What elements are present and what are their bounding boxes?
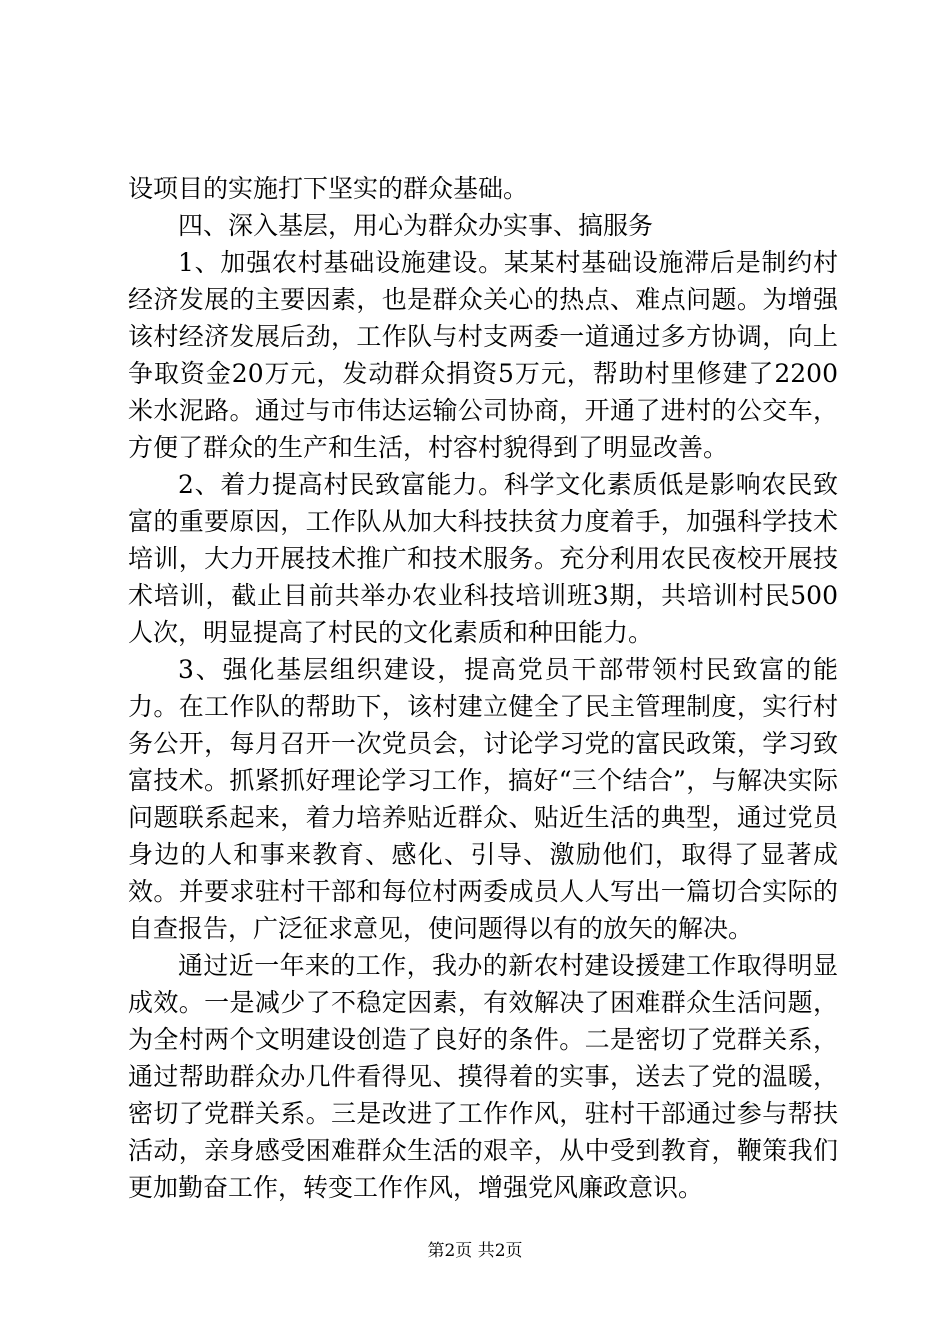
paragraph-continuation: 设项目的实施打下坚实的群众基础。 xyxy=(128,174,529,203)
paragraph-training: 2、着力提高村民致富能力。科学文化素质低是影响农民致富的重要原因，工作队从加大科技扶贫力度着手，加强科学技术培训，大力开展技术推广和技术服务。充分利用农民夜校开展技术培训，截止目前共举办农业科技培训班3期，共培训村民500人次，明显提高了村民的文化素质和种田能力。 xyxy=(128,470,838,647)
document-body xyxy=(128,170,838,1206)
paragraph-organization: 3、强化基层组织建设，提高党员干部带领村民致富的能力。在工作队的帮助下，该村建立健全了民主管理制度，实行村务公开，每月召开一次党员会，讨论学习党的富民政策，学习致富技术。抓紧抓好理论学习工作，搞好“三个结合”，与解决实际问题联系起来，着力培养贴近群众、贴近生活的典型，通过党员身边的人和事来教育、感化、引导、激励他们，取得了显著成效。并要求驻村干部和每位村两委成员人人写出一篇切合实际的自查报告，广泛征求意见，使问题得以有的放矢的解决。 xyxy=(128,655,838,943)
section-heading: 四、深入基层，用心为群众办实事、搞服务 xyxy=(178,211,654,240)
page-footer: 第2页 共2页 xyxy=(427,1241,523,1261)
paragraph-infrastructure: 1、加强农村基础设施建设。某某村基础设施滞后是制约村经济发展的主要因素，也是群众关心的热点、难点问题。为增强该村经济发展后劲，工作队与村支两委一道通过多方协调，向上争取资金20万元，发动群众捐资5万元，帮助村里修建了2200米水泥路。通过与市伟达运输公司协商，开通了进村的公交车，方便了群众的生产和生活，村容村貌得到了明显改善。 xyxy=(128,248,838,462)
paragraph-summary: 通过近一年来的工作，我办的新农村建设援建工作取得明显成效。一是减少了不稳定因素，有效解决了困难群众生活问题，为全村两个文明建设创造了良好的条件。二是密切了党群关系，通过帮助群众办几件看得见、摸得着的实事，送去了党的温暖，密切了党群关系。三是改进了工作作风，驻村干部通过参与帮扶活动，亲身感受困难群众生活的艰辛，从中受到教育，鞭策我们更加勤奋工作，转变工作作风，增强党风廉政意识。 xyxy=(128,951,838,1202)
